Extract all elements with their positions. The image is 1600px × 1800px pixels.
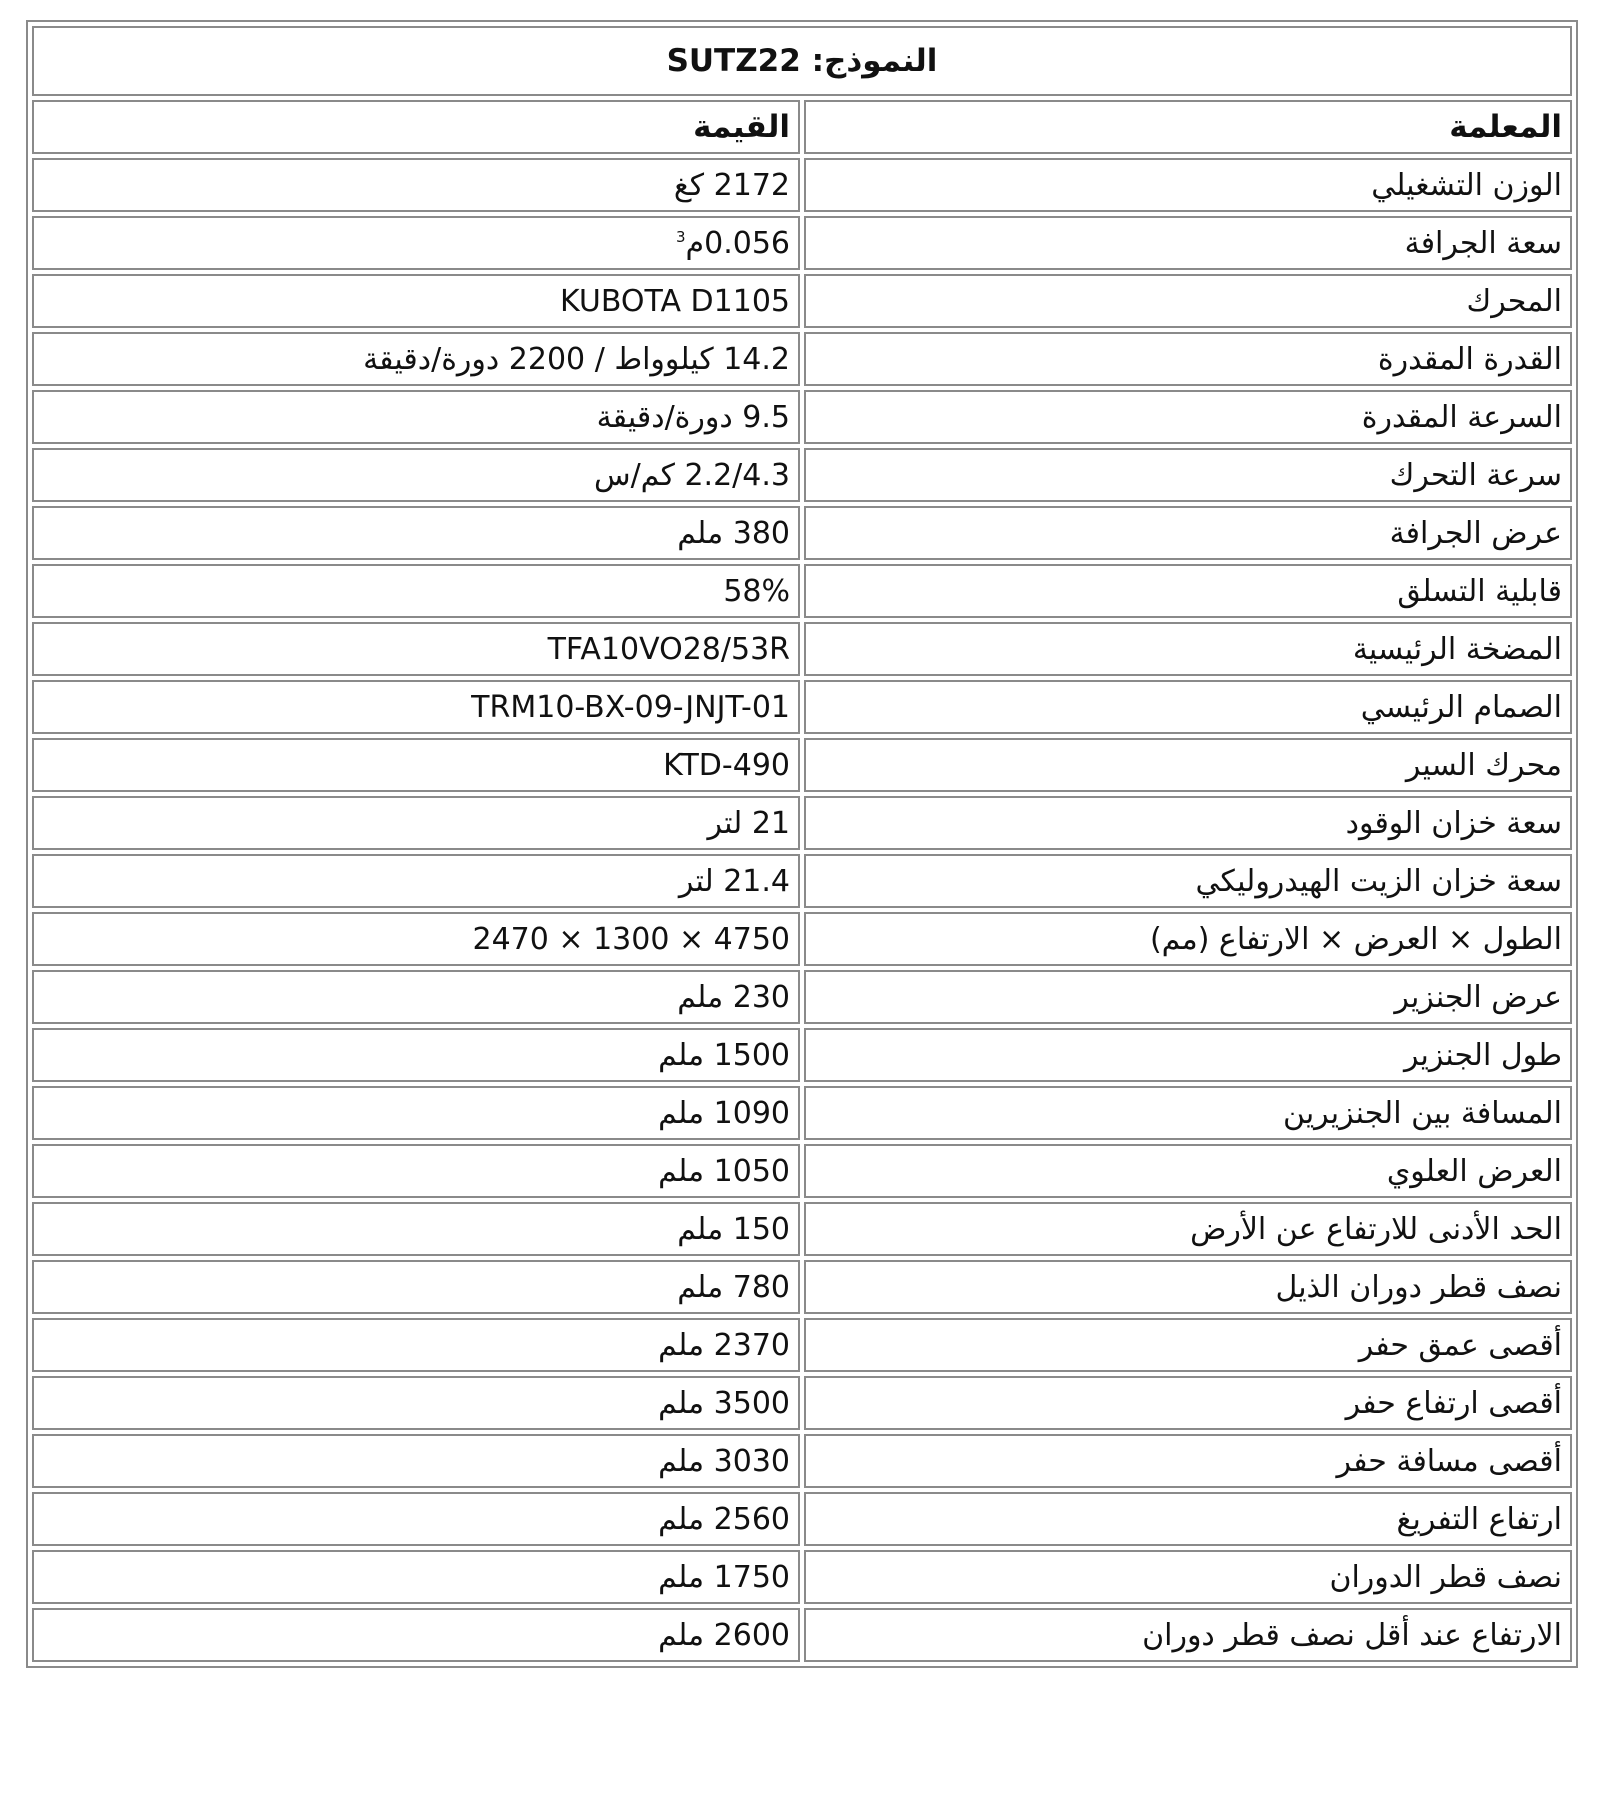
parameter-cell: الارتفاع عند أقل نصف قطر دوران [804,1608,1572,1662]
value-cell [32,738,800,792]
value-text: 21 لتر [707,805,790,841]
parameter-cell: ارتفاع التفريغ [804,1492,1572,1546]
parameter-cell: الصمام الرئيسي [804,680,1572,734]
table-row [32,912,1572,966]
table-row [32,506,1572,560]
table-title: النموذج: SUTZ22 [32,26,1572,96]
parameter-cell: الوزن التشغيلي [804,158,1572,212]
value-cell [32,1144,800,1198]
parameter-cell: عرض الجنزير [804,970,1572,1024]
value-cell [32,448,800,502]
parameter-cell: نصف قطر الدوران [804,1550,1572,1604]
table-row [32,854,1572,908]
table-row [32,1086,1572,1140]
value-cell [32,274,800,328]
parameter-cell: السرعة المقدرة [804,390,1572,444]
table-row [32,1144,1572,1198]
value-cell [32,1492,800,1546]
value-text: 21.4 لتر [678,863,790,899]
value-cell [32,622,800,676]
table-row [32,1550,1572,1604]
parameter-cell: سعة خزان الوقود [804,796,1572,850]
value-cell [32,1608,800,1662]
parameter-cell: المسافة بين الجنزيرين [804,1086,1572,1140]
value-text: 230 ملم [677,979,790,1015]
table-row [32,332,1572,386]
value-cell [32,564,800,618]
value-cell [32,1376,800,1430]
value-cell [32,1434,800,1488]
parameter-cell: طول الجنزير [804,1028,1572,1082]
value-cell [32,680,800,734]
value-cell [32,216,800,270]
value-cell [32,970,800,1024]
value-text: 1090 ملم [658,1095,790,1131]
parameter-cell: أقصى عمق حفر [804,1318,1572,1372]
value-cell [32,1202,800,1256]
value-text: TFA10VO28/53R [547,631,790,667]
value-text: 14.2 كيلوواط / 2200 دورة/دقيقة [363,341,790,377]
table-row [32,448,1572,502]
value-text: TRM10-BX-09-JNJT-01 [471,689,790,725]
value-superscript: 3 [675,227,686,246]
value-text: 2172 كغ [673,167,790,203]
table-row [32,970,1572,1024]
table-row [32,390,1572,444]
value-cell [32,1260,800,1314]
value-text: 3030 ملم [658,1443,790,1479]
value-text: 58% [723,573,790,609]
value-text: 2560 ملم [658,1501,790,1537]
parameter-cell: المحرك [804,274,1572,328]
parameter-cell: العرض العلوي [804,1144,1572,1198]
table-row [32,1376,1572,1430]
value-text: 2370 ملم [658,1327,790,1363]
value-text: 780 ملم [677,1269,790,1305]
title-row [32,26,1572,96]
value-cell [32,1086,800,1140]
table-row [32,1260,1572,1314]
parameter-cell: سرعة التحرك [804,448,1572,502]
table-row [32,1434,1572,1488]
parameter-cell: الحد الأدنى للارتفاع عن الأرض [804,1202,1572,1256]
value-text: 380 ملم [677,515,790,551]
table-row [32,680,1572,734]
parameter-cell: أقصى مسافة حفر [804,1434,1572,1488]
table-row [32,1608,1572,1662]
value-cell [32,1550,800,1604]
value-header: القيمة [32,100,800,154]
table-row [32,1318,1572,1372]
value-text: 9.5 دورة/دقيقة [596,399,790,435]
table-row [32,1492,1572,1546]
table-row [32,738,1572,792]
table-row [32,158,1572,212]
parameter-cell: القدرة المقدرة [804,332,1572,386]
parameter-cell: نصف قطر دوران الذيل [804,1260,1572,1314]
table-row [32,564,1572,618]
parameter-cell: محرك السير [804,738,1572,792]
value-text: 1750 ملم [658,1559,790,1595]
parameter-cell: أقصى ارتفاع حفر [804,1376,1572,1430]
value-cell [32,1028,800,1082]
spec-table [26,20,1578,1668]
parameter-cell: سعة خزان الزيت الهيدروليكي [804,854,1572,908]
value-cell [32,1318,800,1372]
value-text: 4750 × 1300 × 2470 [472,921,790,957]
value-cell [32,158,800,212]
parameter-cell: المضخة الرئيسية [804,622,1572,676]
value-text: 2.2/4.3 كم/س [593,457,790,493]
parameter-cell: قابلية التسلق [804,564,1572,618]
parameter-cell: الطول × العرض × الارتفاع (مم) [804,912,1572,966]
value-text: 1500 ملم [658,1037,790,1073]
value-cell [32,854,800,908]
value-cell [32,506,800,560]
value-text: KUBOTA D1105 [560,283,790,319]
value-cell [32,390,800,444]
table-row [32,622,1572,676]
parameter-header: المعلمة [804,100,1572,154]
table-row [32,274,1572,328]
value-text: 0.056م [685,225,790,261]
table-row [32,796,1572,850]
value-cell [32,912,800,966]
header-row [32,100,1572,154]
spec-table-body [32,26,1572,1662]
table-row [32,216,1572,270]
value-text: 150 ملم [677,1211,790,1247]
table-row [32,1202,1572,1256]
value-text: 3500 ملم [658,1385,790,1421]
parameter-cell: سعة الجرافة [804,216,1572,270]
parameter-cell: عرض الجرافة [804,506,1572,560]
value-cell [32,796,800,850]
value-cell [32,332,800,386]
value-text: 2600 ملم [658,1617,790,1653]
value-text: KTD-490 [663,747,790,783]
value-text: 1050 ملم [658,1153,790,1189]
table-row [32,1028,1572,1082]
